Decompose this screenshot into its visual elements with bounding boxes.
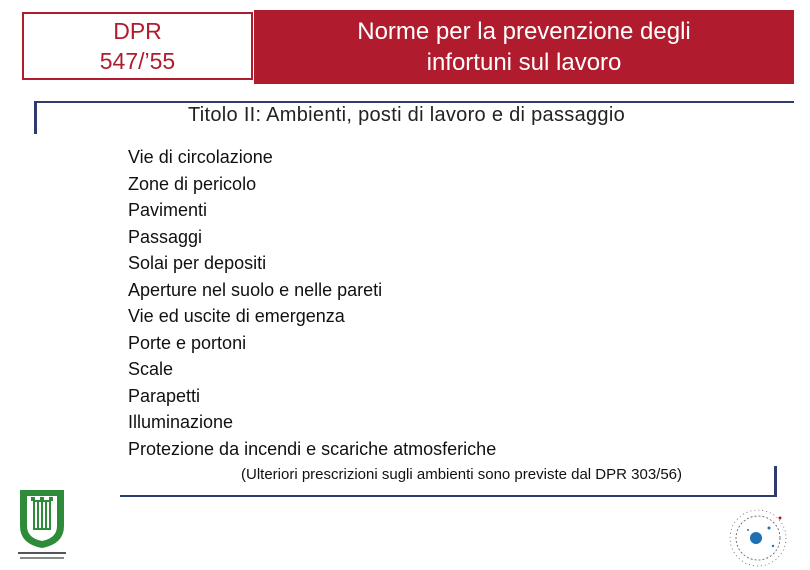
list-item: Solai per depositi — [128, 253, 267, 273]
slide-title-line-1: Norme per la prevenzione degli — [357, 18, 691, 45]
footnote: (Ulteriori prescrizioni sugli ambienti sono previste dal DPR 303/56) — [241, 466, 683, 483]
list-item: Vie di circolazione — [128, 147, 273, 167]
list-item: Zone di pericolo — [128, 173, 257, 194]
list-item: Illuminazione — [128, 412, 234, 432]
dpr-label: DPR — [113, 18, 162, 44]
university-shield-logo — [14, 486, 70, 564]
list-item: Scale — [128, 359, 174, 379]
list-item: Porte e portoni — [128, 332, 247, 353]
dpr-number: 547/’55 — [99, 48, 176, 74]
list-item: Protezione da incendi e scariche atmosferiche — [128, 438, 497, 459]
slide-title-line-2: infortuni sul lavoro — [426, 49, 622, 76]
list-item: Pavimenti — [128, 200, 208, 220]
list-item: Aperture nel suolo e nelle pareti — [128, 279, 383, 300]
slide-title-banner — [254, 10, 794, 84]
dpr-reference-box — [22, 12, 253, 80]
section-subtitle: Titolo II: Ambienti, posti di lavoro e di passaggio — [188, 104, 626, 126]
bottom-divider-tick — [774, 466, 777, 497]
list-item: Parapetti — [128, 385, 201, 406]
top-divider-tick — [34, 101, 37, 134]
list-item: Vie ed uscite di emergenza — [128, 306, 345, 326]
items-list — [128, 144, 496, 462]
bottom-divider — [120, 495, 777, 497]
list-item: Passaggi — [128, 226, 203, 247]
inaf-circular-logo — [718, 502, 798, 568]
